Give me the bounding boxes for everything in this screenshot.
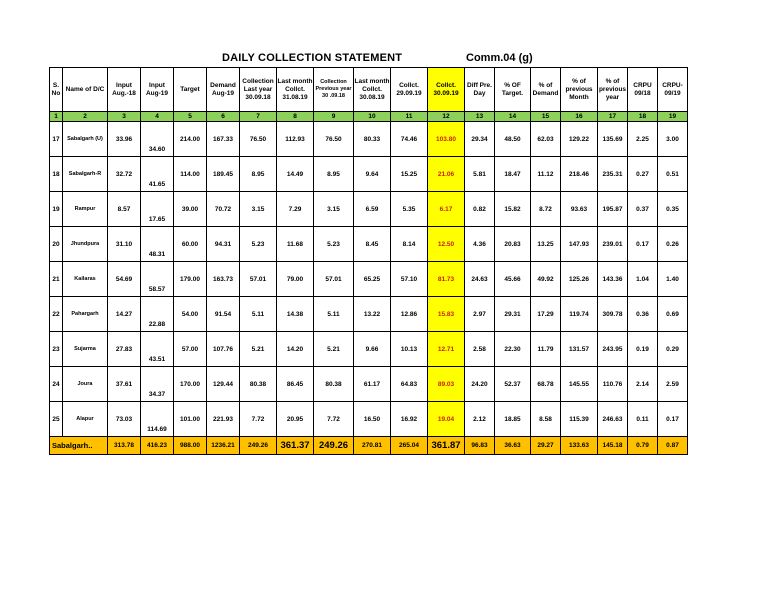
value-cell: 22.30 — [495, 332, 531, 367]
table-row — [50, 122, 688, 157]
value-cell: 57.00 — [174, 332, 207, 367]
value-cell: 24.20 — [465, 367, 495, 402]
value-cell: 79.00 — [277, 262, 314, 297]
value-cell: 80.33 — [354, 122, 391, 157]
value-cell: 5.11 — [314, 297, 354, 332]
value-cell: 18.85 — [495, 402, 531, 437]
value-cell: 9.64 — [354, 157, 391, 192]
division-name-cell: Sujarma — [63, 332, 108, 367]
value-cell: 20.83 — [495, 227, 531, 262]
value-cell: 6.17 — [428, 192, 465, 227]
header-cell: Collection Previous year 30 .09.18 — [314, 68, 354, 112]
value-cell: 7.72 — [240, 402, 277, 437]
value-cell: 3.15 — [240, 192, 277, 227]
serial-cell: 18 — [50, 157, 63, 192]
table-row — [50, 192, 688, 227]
value-cell: 65.25 — [354, 262, 391, 297]
value-cell: 52.37 — [495, 367, 531, 402]
value-cell: 16.50 — [354, 402, 391, 437]
header-cell: Demand Aug-19 — [207, 68, 240, 112]
column-number-cell: 3 — [108, 112, 141, 122]
value-cell: 11.12 — [531, 157, 561, 192]
value-cell: 235.31 — [598, 157, 628, 192]
value-cell: 11.79 — [531, 332, 561, 367]
table-row — [50, 297, 688, 332]
value-cell: 129.22 — [561, 122, 598, 157]
value-cell: 33.96 — [108, 122, 141, 157]
value-cell: 12.86 — [391, 297, 428, 332]
value-cell: 2.25 — [628, 122, 658, 157]
value-cell: 34.37 — [141, 367, 174, 402]
value-cell: 0.11 — [628, 402, 658, 437]
value-cell: 76.50 — [314, 122, 354, 157]
value-cell: 32.72 — [108, 157, 141, 192]
serial-cell: 24 — [50, 367, 63, 402]
table-row — [50, 227, 688, 262]
value-cell: 8.58 — [531, 402, 561, 437]
value-cell: 112.93 — [277, 122, 314, 157]
value-cell: 114.00 — [174, 157, 207, 192]
total-value-cell: 249.26 — [314, 437, 354, 455]
value-cell: 195.87 — [598, 192, 628, 227]
form-code: Comm.04 (g) — [466, 52, 533, 64]
value-cell: 19.04 — [428, 402, 465, 437]
value-cell: 2.12 — [465, 402, 495, 437]
total-value-cell: 313.78 — [108, 437, 141, 455]
value-cell: 49.92 — [531, 262, 561, 297]
value-cell: 73.03 — [108, 402, 141, 437]
value-cell: 145.55 — [561, 367, 598, 402]
value-cell: 167.33 — [207, 122, 240, 157]
value-cell: 0.29 — [658, 332, 688, 367]
total-value-cell: 96.83 — [465, 437, 495, 455]
value-cell: 15.83 — [428, 297, 465, 332]
value-cell: 29.31 — [495, 297, 531, 332]
value-cell: 12.50 — [428, 227, 465, 262]
value-cell: 14.38 — [277, 297, 314, 332]
value-cell: 15.82 — [495, 192, 531, 227]
value-cell: 57.01 — [240, 262, 277, 297]
value-cell: 5.21 — [240, 332, 277, 367]
value-cell: 54.69 — [108, 262, 141, 297]
value-cell: 107.76 — [207, 332, 240, 367]
total-value-cell: 988.00 — [174, 437, 207, 455]
value-cell: 129.44 — [207, 367, 240, 402]
value-cell: 9.66 — [354, 332, 391, 367]
header-cell: S. No — [50, 68, 63, 112]
value-cell: 10.13 — [391, 332, 428, 367]
header-row — [50, 68, 688, 112]
value-cell: 13.25 — [531, 227, 561, 262]
value-cell: 14.20 — [277, 332, 314, 367]
division-name-cell: Kailaras — [63, 262, 108, 297]
value-cell: 0.26 — [658, 227, 688, 262]
value-cell: 214.00 — [174, 122, 207, 157]
serial-cell: 19 — [50, 192, 63, 227]
value-cell: 11.68 — [277, 227, 314, 262]
column-number-cell: 13 — [465, 112, 495, 122]
table-row — [50, 402, 688, 437]
value-cell: 16.92 — [391, 402, 428, 437]
value-cell: 0.17 — [628, 227, 658, 262]
table-row — [50, 367, 688, 402]
value-cell: 143.36 — [598, 262, 628, 297]
value-cell: 7.29 — [277, 192, 314, 227]
value-cell: 15.25 — [391, 157, 428, 192]
value-cell: 60.00 — [174, 227, 207, 262]
header-cell: CRPU- 09/19 — [658, 68, 688, 112]
value-cell: 91.54 — [207, 297, 240, 332]
value-cell: 76.50 — [240, 122, 277, 157]
header-cell: Input Aug-19 — [141, 68, 174, 112]
total-value-cell: 29.27 — [531, 437, 561, 455]
value-cell: 8.95 — [240, 157, 277, 192]
column-number-cell: 14 — [495, 112, 531, 122]
collection-table — [49, 67, 688, 455]
table-row — [50, 332, 688, 367]
value-cell: 7.72 — [314, 402, 354, 437]
value-cell: 309.78 — [598, 297, 628, 332]
value-cell: 34.60 — [141, 122, 174, 157]
value-cell: 94.31 — [207, 227, 240, 262]
value-cell: 189.45 — [207, 157, 240, 192]
value-cell: 115.39 — [561, 402, 598, 437]
total-value-cell: 416.23 — [141, 437, 174, 455]
value-cell: 68.78 — [531, 367, 561, 402]
value-cell: 89.03 — [428, 367, 465, 402]
value-cell: 3.00 — [658, 122, 688, 157]
division-name-cell: Pahargarh — [63, 297, 108, 332]
total-value-cell: 1236.21 — [207, 437, 240, 455]
value-cell: 4.36 — [465, 227, 495, 262]
division-name-cell: Sabalgarh (U) — [63, 122, 108, 157]
column-number-cell: 4 — [141, 112, 174, 122]
table-row — [50, 157, 688, 192]
value-cell: 0.69 — [658, 297, 688, 332]
value-cell: 0.19 — [628, 332, 658, 367]
value-cell: 5.21 — [314, 332, 354, 367]
total-value-cell: 133.63 — [561, 437, 598, 455]
value-cell: 80.38 — [314, 367, 354, 402]
value-cell: 80.38 — [240, 367, 277, 402]
column-number-cell: 17 — [598, 112, 628, 122]
value-cell: 246.63 — [598, 402, 628, 437]
header-cell: Last month Collct. 30.08.19 — [354, 68, 391, 112]
serial-cell: 25 — [50, 402, 63, 437]
total-row — [50, 437, 688, 455]
value-cell: 93.63 — [561, 192, 598, 227]
header-cell: Input Aug.-18 — [108, 68, 141, 112]
header-cell: % of Demand — [531, 68, 561, 112]
value-cell: 2.97 — [465, 297, 495, 332]
value-cell: 62.03 — [531, 122, 561, 157]
division-name-cell: Joura — [63, 367, 108, 402]
value-cell: 14.27 — [108, 297, 141, 332]
value-cell: 243.95 — [598, 332, 628, 367]
value-cell: 61.17 — [354, 367, 391, 402]
division-name-cell: Rampur — [63, 192, 108, 227]
header-cell: Target — [174, 68, 207, 112]
total-value-cell: 0.79 — [628, 437, 658, 455]
total-value-cell: 265.04 — [391, 437, 428, 455]
value-cell: 70.72 — [207, 192, 240, 227]
column-number-cell: 11 — [391, 112, 428, 122]
header-cell-highlight: Collct. 30.09.19 — [428, 68, 465, 112]
value-cell: 1.04 — [628, 262, 658, 297]
value-cell: 0.36 — [628, 297, 658, 332]
value-cell: 64.83 — [391, 367, 428, 402]
value-cell: 0.82 — [465, 192, 495, 227]
value-cell: 8.45 — [354, 227, 391, 262]
value-cell: 147.93 — [561, 227, 598, 262]
division-name-cell: Jhundpura — [63, 227, 108, 262]
value-cell: 131.57 — [561, 332, 598, 367]
value-cell: 54.00 — [174, 297, 207, 332]
value-cell: 0.51 — [658, 157, 688, 192]
serial-cell: 20 — [50, 227, 63, 262]
value-cell: 0.17 — [658, 402, 688, 437]
value-cell: 221.93 — [207, 402, 240, 437]
column-number-cell: 6 — [207, 112, 240, 122]
value-cell: 2.14 — [628, 367, 658, 402]
header-cell: Diff Pre. Day — [465, 68, 495, 112]
value-cell: 170.00 — [174, 367, 207, 402]
division-name-cell: Alapur — [63, 402, 108, 437]
value-cell: 41.65 — [141, 157, 174, 192]
value-cell: 8.95 — [314, 157, 354, 192]
value-cell: 179.00 — [174, 262, 207, 297]
total-value-cell: 270.81 — [354, 437, 391, 455]
value-cell: 101.00 — [174, 402, 207, 437]
value-cell: 86.45 — [277, 367, 314, 402]
value-cell: 0.35 — [658, 192, 688, 227]
total-value-cell: 145.18 — [598, 437, 628, 455]
value-cell: 6.59 — [354, 192, 391, 227]
value-cell: 39.00 — [174, 192, 207, 227]
header-cell: Last month Collct. 31.08.19 — [277, 68, 314, 112]
value-cell: 5.11 — [240, 297, 277, 332]
column-number-cell: 12 — [428, 112, 465, 122]
header-cell: Collection Last year 30.09.18 — [240, 68, 277, 112]
value-cell: 17.65 — [141, 192, 174, 227]
column-number-row — [50, 112, 688, 122]
value-cell: 45.66 — [495, 262, 531, 297]
value-cell: 163.73 — [207, 262, 240, 297]
value-cell: 2.58 — [465, 332, 495, 367]
value-cell: 74.46 — [391, 122, 428, 157]
header-cell: % of previous year — [598, 68, 628, 112]
total-value-cell: 0.87 — [658, 437, 688, 455]
column-number-cell: 19 — [658, 112, 688, 122]
total-label-cell: Sabalgarh.. — [50, 437, 108, 455]
value-cell: 8.57 — [108, 192, 141, 227]
value-cell: 8.72 — [531, 192, 561, 227]
total-value-cell: 36.63 — [495, 437, 531, 455]
header-cell: % of previous Month — [561, 68, 598, 112]
value-cell: 29.34 — [465, 122, 495, 157]
value-cell: 27.83 — [108, 332, 141, 367]
column-number-cell: 9 — [314, 112, 354, 122]
value-cell: 57.10 — [391, 262, 428, 297]
column-number-cell: 1 — [50, 112, 63, 122]
total-value-cell: 249.26 — [240, 437, 277, 455]
value-cell: 58.57 — [141, 262, 174, 297]
value-cell: 3.15 — [314, 192, 354, 227]
value-cell: 5.23 — [240, 227, 277, 262]
column-number-cell: 7 — [240, 112, 277, 122]
value-cell: 31.10 — [108, 227, 141, 262]
serial-cell: 22 — [50, 297, 63, 332]
header-cell: Collct. 29.09.19 — [391, 68, 428, 112]
value-cell: 14.49 — [277, 157, 314, 192]
table-row — [50, 262, 688, 297]
column-number-cell: 2 — [63, 112, 108, 122]
total-value-cell: 361.87 — [428, 437, 465, 455]
value-cell: 2.59 — [658, 367, 688, 402]
value-cell: 239.01 — [598, 227, 628, 262]
value-cell: 125.26 — [561, 262, 598, 297]
value-cell: 5.35 — [391, 192, 428, 227]
value-cell: 22.88 — [141, 297, 174, 332]
value-cell: 0.37 — [628, 192, 658, 227]
header-cell: % OF Target. — [495, 68, 531, 112]
value-cell: 218.46 — [561, 157, 598, 192]
value-cell: 48.31 — [141, 227, 174, 262]
value-cell: 103.80 — [428, 122, 465, 157]
column-number-cell: 8 — [277, 112, 314, 122]
value-cell: 48.50 — [495, 122, 531, 157]
value-cell: 135.69 — [598, 122, 628, 157]
value-cell: 8.14 — [391, 227, 428, 262]
column-number-cell: 5 — [174, 112, 207, 122]
serial-cell: 23 — [50, 332, 63, 367]
column-number-cell: 15 — [531, 112, 561, 122]
value-cell: 1.40 — [658, 262, 688, 297]
value-cell: 18.47 — [495, 157, 531, 192]
value-cell: 81.73 — [428, 262, 465, 297]
value-cell: 12.71 — [428, 332, 465, 367]
total-value-cell: 361.37 — [277, 437, 314, 455]
header-cell: Name of D/C — [63, 68, 108, 112]
value-cell: 119.74 — [561, 297, 598, 332]
column-number-cell: 18 — [628, 112, 658, 122]
value-cell: 5.23 — [314, 227, 354, 262]
column-number-cell: 10 — [354, 112, 391, 122]
value-cell: 37.61 — [108, 367, 141, 402]
statement-title: DAILY COLLECTION STATEMENT — [222, 52, 403, 64]
value-cell: 20.95 — [277, 402, 314, 437]
serial-cell: 17 — [50, 122, 63, 157]
value-cell: 21.06 — [428, 157, 465, 192]
value-cell: 0.27 — [628, 157, 658, 192]
value-cell: 57.01 — [314, 262, 354, 297]
value-cell: 17.29 — [531, 297, 561, 332]
value-cell: 114.69 — [141, 402, 174, 437]
value-cell: 24.63 — [465, 262, 495, 297]
header-cell: CRPU 09/18 — [628, 68, 658, 112]
value-cell: 43.51 — [141, 332, 174, 367]
serial-cell: 21 — [50, 262, 63, 297]
value-cell: 110.76 — [598, 367, 628, 402]
value-cell: 5.81 — [465, 157, 495, 192]
value-cell: 13.22 — [354, 297, 391, 332]
column-number-cell: 16 — [561, 112, 598, 122]
division-name-cell: Sabalgarh-R — [63, 157, 108, 192]
